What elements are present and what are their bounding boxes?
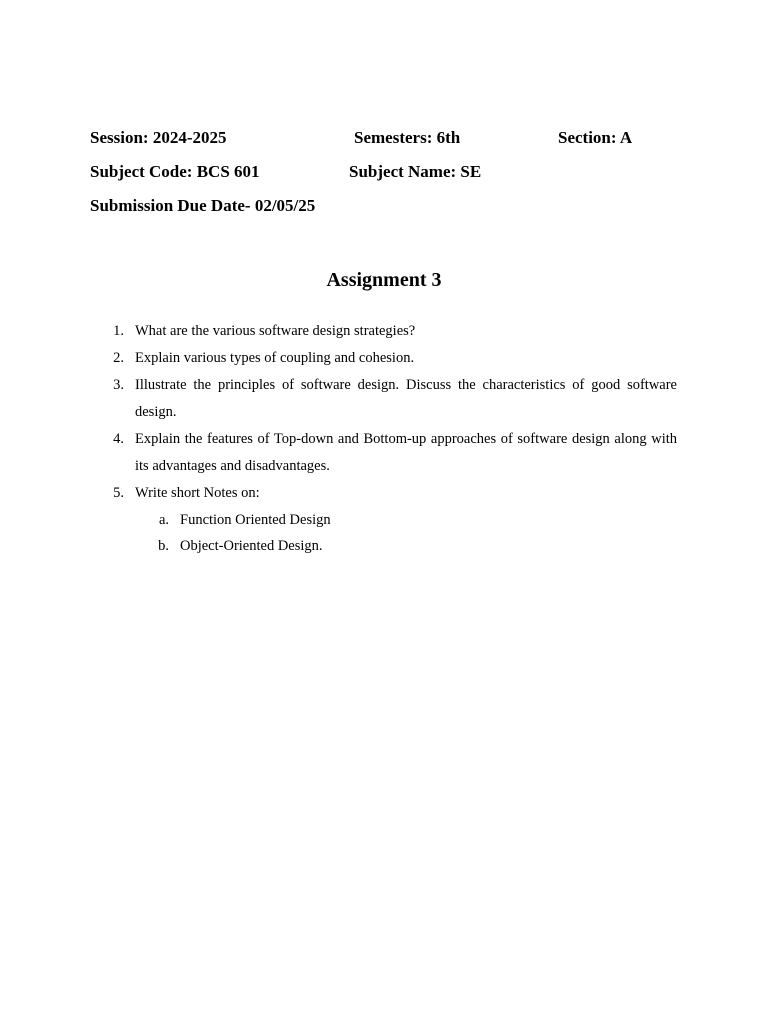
subitem-text: Object-Oriented Design. bbox=[180, 538, 323, 554]
question-text: Explain the features of Top-down and Bottom-up approaches of software design along with its advantages and disadvantages. bbox=[135, 431, 677, 474]
list-item bbox=[90, 426, 677, 480]
session-label: Session: 2024-2025 bbox=[90, 128, 227, 147]
question-text: Write short Notes on: bbox=[135, 485, 260, 501]
question-text: Illustrate the principles of software design. Discuss the characteristics of good software design. bbox=[135, 377, 677, 420]
question-number: 2. bbox=[113, 350, 124, 366]
list-item bbox=[90, 345, 677, 372]
subitem-letter: b. bbox=[158, 538, 169, 554]
subitem-text: Function Oriented Design bbox=[180, 512, 331, 528]
semesters-label: Semesters: 6th bbox=[354, 128, 461, 147]
list-item bbox=[90, 480, 677, 507]
list-item bbox=[90, 318, 677, 345]
list-item bbox=[90, 372, 677, 426]
sub-list-item bbox=[135, 533, 677, 559]
sub-list-item bbox=[135, 507, 677, 533]
subject-name-label: Subject Name: SE bbox=[349, 162, 482, 181]
subitem-letter: a. bbox=[158, 512, 169, 528]
question-number: 5. bbox=[113, 485, 124, 501]
due-date-label: Submission Due Date- 02/05/25 bbox=[90, 196, 316, 215]
question-number: 4. bbox=[113, 431, 124, 447]
assignment-title: Assignment 3 bbox=[326, 269, 442, 291]
question-list bbox=[90, 318, 677, 559]
question-text: What are the various software design strategies? bbox=[135, 323, 416, 339]
subject-code-label: Subject Code: BCS 601 bbox=[90, 162, 260, 181]
question-text: Explain various types of coupling and cohesion. bbox=[135, 350, 415, 366]
question-number: 3. bbox=[113, 377, 124, 393]
question-number: 1. bbox=[113, 323, 124, 339]
section-label: Section: A bbox=[558, 128, 633, 147]
